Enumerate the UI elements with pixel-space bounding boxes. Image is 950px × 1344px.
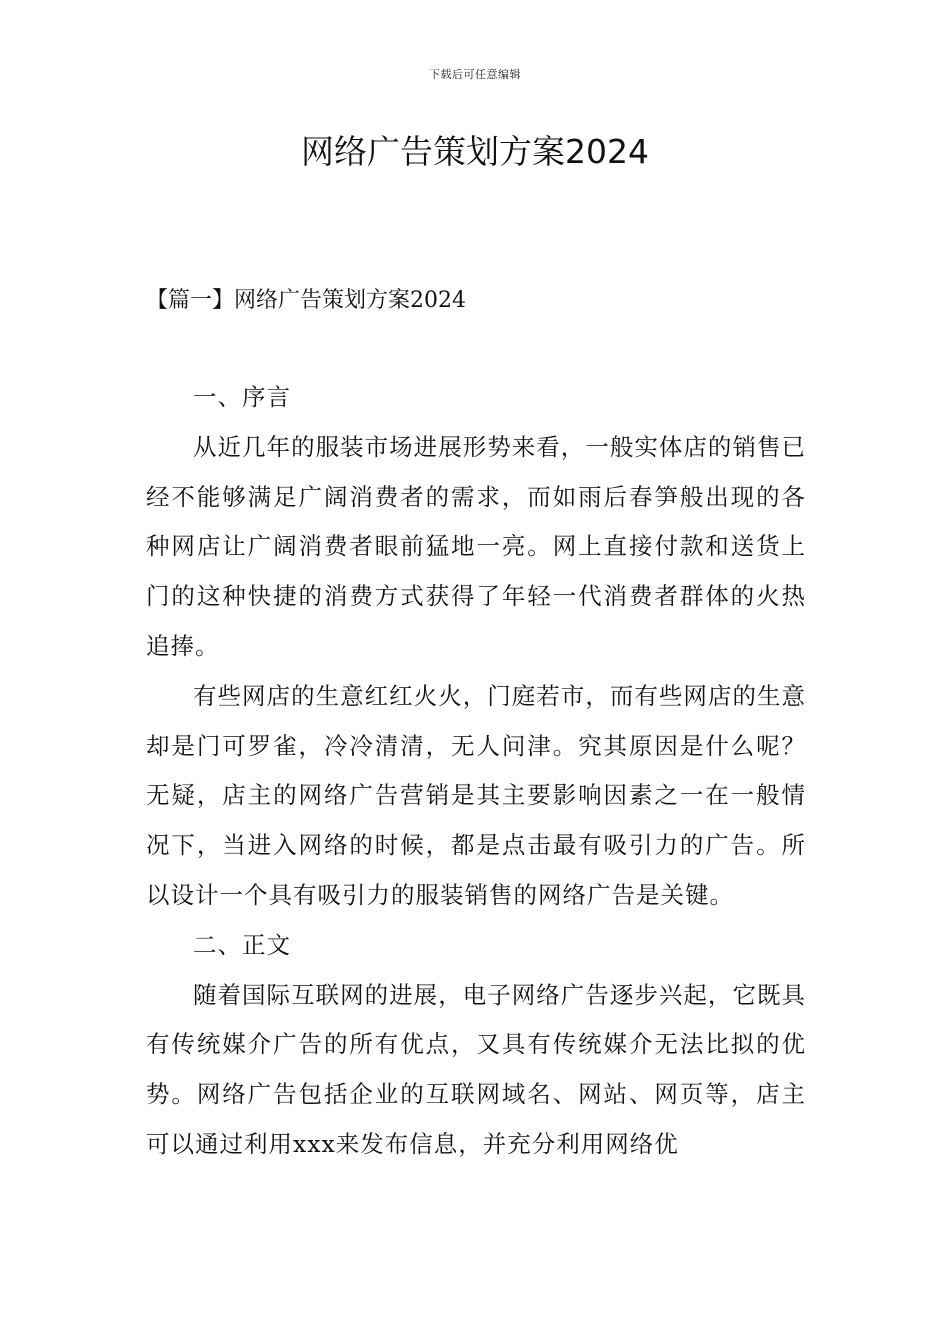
header-note: 下载后可任意编辑 [429, 68, 521, 81]
heading-preface: 一、序言 [193, 383, 291, 411]
paragraph-3: 随着国际互联网的进展，电子网络广告逐步兴起，它既具有传统媒介广告的所有优点，又具有传统媒介无法比拟的优势。网络广告包括企业的互联网域名、网站、网页等，店主可以通过利用xxx来发布信息，并充分利用网络优 [146, 980, 806, 1158]
heading-main-body: 二、正文 [193, 930, 291, 959]
section-title: 【篇一】网络广告策划方案2024 [146, 288, 466, 313]
paragraph-1: 从近几年的服装市场进展形势来看，一般实体店的销售已经不能够满足广阔消费者的需求，而如雨后春笋般出现的各种网店让广阔消费者眼前猛地一亮。网上直接付款和送货上门的这种快捷的消费方式获得了年轻一代消费者群体的火热追捧。 [146, 432, 806, 660]
document-title: 网络广告策划方案2024 [301, 132, 649, 171]
paragraph-2: 有些网店的生意红红火火，门庭若市，而有些网店的生意却是门可罗雀，冷冷清清，无人问津。究其原因是什么呢？无疑，店主的网络广告营销是其主要影响因素之一在一般情况下，当进入网络的时候，都是点击最有吸引力的广告。所以设计一个具有吸引力的服装销售的网络广告是关键。 [146, 681, 806, 909]
document-body [146, 373, 806, 1170]
